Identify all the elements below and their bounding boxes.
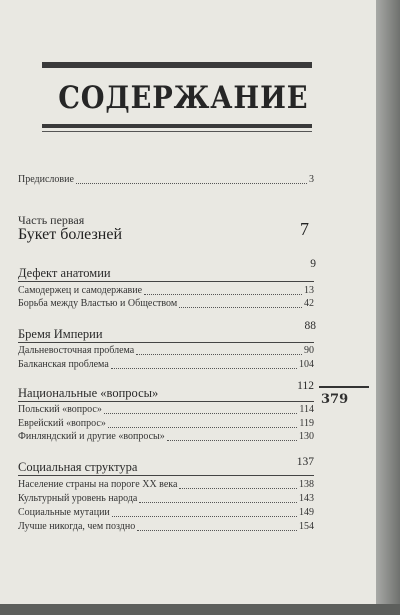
dot-leader [179,487,297,489]
toc-entry-page: 149 [299,507,314,518]
toc-entry-label: Финляндский и другие «вопросы» [18,431,165,442]
toc-entry [18,521,314,533]
toc-entry [18,298,314,310]
toc-entry [18,418,314,430]
section-title: Дефект анатомии [18,266,111,280]
toc-entry-label: Борьба между Властью и Обществом [18,298,178,309]
dot-leader [76,182,307,184]
toc-entry-page: 119 [299,418,314,429]
toc-entry-label: Самодержец и самодержавие [18,285,143,296]
section-rule [18,475,314,476]
dot-leader [111,367,297,369]
header-bottom-rule [42,124,312,128]
dot-leader [137,529,297,531]
toc-entry [18,479,314,491]
toc-entry-label: Дальневосточная проблема [18,345,135,356]
toc-entry-page: 104 [299,359,314,370]
toc-entry [18,507,314,519]
bottom-edge [0,604,400,615]
page-title: СОДЕРЖАНИЕ [58,80,309,116]
page-number-rule [319,386,369,388]
section-title: Социальная структура [18,460,138,474]
part-title: Букет болезней [18,226,123,243]
toc-entry-label: Население страны на пороге XX века [18,479,178,490]
header-thin-rule [42,131,312,132]
toc-entry-page: 143 [299,493,314,504]
toc-entry-label: Предисловие [18,174,74,185]
dot-leader [112,515,297,517]
dot-leader [179,306,302,308]
section-rule [18,281,314,282]
toc-entry [18,493,314,505]
dot-leader [167,439,297,441]
section-page: 9 [310,258,316,270]
toc-entry [18,431,314,443]
toc-entry [18,404,314,416]
dot-leader [136,353,302,355]
section-rule [18,401,314,402]
section-rule [18,342,314,343]
toc-entry-label: Культурный уровень народа [18,493,138,504]
section-page: 137 [296,456,314,468]
toc-entry-label: Лучше никогда, чем поздно [18,521,136,532]
toc-entry-page: 13 [304,285,314,296]
toc-entry-label: Балканская проблема [18,359,109,370]
page-number: 379 [321,392,349,407]
dot-leader [139,501,297,503]
toc-entry-page: 3 [309,174,314,185]
dot-leader [144,293,302,295]
toc-entry-page: 42 [304,298,314,309]
toc-entry-label: Социальные мутации [18,507,110,518]
section-page: 112 [297,380,314,392]
dot-leader [104,412,298,414]
toc-entry-page: 130 [299,431,314,442]
toc-entry-page: 114 [299,404,314,415]
toc-entry [18,345,314,357]
toc-entry [18,359,314,371]
toc-entry-preface [18,174,314,186]
toc-entry [18,285,314,297]
section-title: Бремя Империи [18,327,103,341]
toc-entry-page: 154 [299,521,314,532]
section-title: Национальные «вопросы» [18,386,159,400]
dot-leader [108,426,298,428]
page-edge [376,0,400,615]
part-label: Часть первая [18,213,85,227]
toc-entry-label: Польский «вопрос» [18,404,102,415]
header-top-rule [42,62,312,68]
section-page: 88 [304,320,316,332]
toc-entry-page: 138 [299,479,314,490]
part-page: 7 [300,219,309,239]
toc-entry-page: 90 [304,345,314,356]
toc-entry-label: Еврейский «вопрос» [18,418,106,429]
